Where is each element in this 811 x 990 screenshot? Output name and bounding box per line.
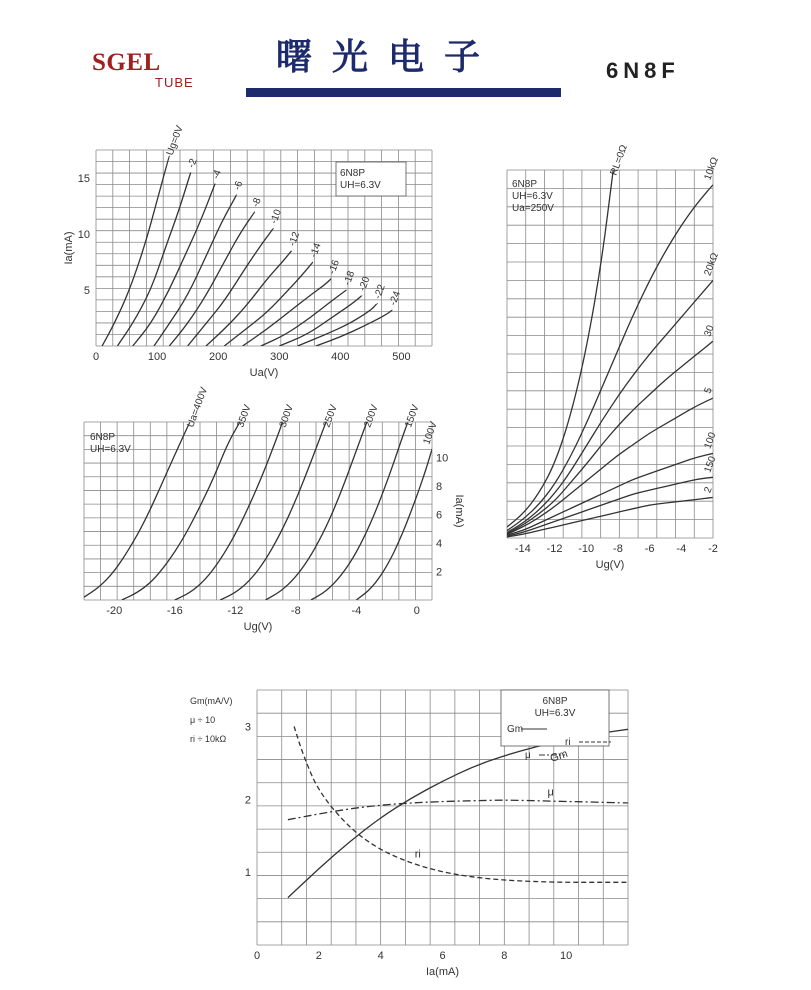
plate-xtick-label: 400 [331,351,350,363]
params-legend-label: ri [565,737,571,748]
plate-ytick-label: 5 [83,285,90,297]
grid-plate-series-line [122,422,240,600]
plate-ytick-label: 10 [77,229,90,241]
grid-plate-xtick-label: -20 [106,605,123,617]
plate-series-label: -8 [250,196,264,209]
params-ytick-label: 2 [244,794,251,807]
grid-plate-ytick-label: 4 [436,538,443,551]
plate-series-label: -20 [357,275,373,293]
params-side-label: Gm(mA/V) [190,696,233,706]
params-chart [257,690,628,945]
plate-xtick-label: 0 [92,351,100,363]
dynamic-series-line [507,497,713,536]
plate-series-label: -14 [308,241,324,260]
dynamic-xtick-label: -12 [546,543,563,555]
plate-xtick-label: 100 [147,351,167,363]
grid-plate-series-label: 300V [277,403,297,430]
grid-plate-title-line: UH=6.3V [90,444,131,455]
plate-ytick-label: 15 [77,173,90,185]
brand-sublabel: TUBE [155,75,194,90]
grid-plate-xtick-label: -4 [351,605,362,617]
plate-series-label: -18 [341,269,358,288]
dynamic-xtick-label: -8 [613,543,623,555]
params-series-label: Gm [548,747,570,765]
dynamic-series-line [507,170,613,527]
params-xlabel: Ia(mA) [426,966,459,978]
dynamic-xlabel: Ug(V) [595,559,625,571]
dynamic-series-label: 100 [702,430,719,451]
grid-plate-series-label: 150V [403,403,422,430]
grid-plate-series-line [311,422,408,600]
grid-plate-ylabel: Ia(mA) [453,494,465,528]
page-title: 曙光电子 [276,37,501,78]
grid-plate-series-label: 250V [321,403,340,430]
plate-xtick-label: 200 [209,351,228,363]
grid-plate-series-label: 200V [362,403,381,430]
dynamic-series-label: 30 [702,323,717,339]
grid-plate-chart [84,422,432,600]
params-series-line [294,726,628,882]
params-series-label: ri [414,848,421,861]
grid-plate-ytick-label: 8 [436,481,443,494]
params-series-line [288,729,628,897]
grid-plate-title-line: 6N8P [90,432,116,443]
plate-series-label: -4 [210,168,224,181]
grid-plate-series-label: 100V [421,420,440,447]
params-side-label: ri ÷ 10kΩ [190,734,227,744]
dynamic-title-line: Ua=250V [512,203,554,214]
params-xtick-label: 8 [501,950,508,962]
params-ytick-label: 3 [244,721,251,734]
params-xtick-label: 10 [560,950,573,962]
grid-plate-xtick-label: -8 [290,605,301,617]
dynamic-xtick-label: -6 [644,543,655,555]
grid-plate-xtick-label: -12 [227,605,244,617]
params-side-label: μ ÷ 10 [190,715,216,725]
dynamic-chart [507,170,713,538]
dynamic-series-label: 20kΩ [702,251,721,278]
params-series-line [288,800,628,820]
plate-series-line [279,296,361,346]
dynamic-xtick-label: -2 [708,543,718,555]
dynamic-series-line [507,185,713,531]
grid-plate-series-line [356,449,432,600]
tube-model: 6N8F [606,58,680,83]
plate-ylabel: Ia(mA) [63,231,75,265]
grid-plate-ytick-label: 6 [436,509,443,522]
dynamic-title-line: UH=6.3V [512,191,553,202]
plate-series-label: -24 [387,289,404,308]
dynamic-xtick-label: -14 [514,543,531,555]
plate-series-label: -16 [326,258,342,276]
plate-series-label: -22 [372,283,388,301]
plate-xtick-label: 300 [270,351,289,363]
dynamic-series-label: 2 [702,485,715,495]
params-xtick-label: 6 [439,950,446,962]
plate-series-label: Ug=0V [164,124,186,158]
plate-chart [96,150,432,346]
grid-plate-xtick-label: -16 [166,605,183,617]
plate-title-line: UH=6.3V [340,180,381,191]
dynamic-series-line [507,477,713,536]
params-title-line: UH=6.3V [534,708,576,719]
grid-plate-xlabel: Ug(V) [243,621,273,633]
plate-series-label: -12 [286,230,303,248]
params-title-line: 6N8P [542,696,568,707]
dynamic-xtick-label: -4 [676,543,687,555]
dynamic-series-label: 150 [702,454,719,475]
plate-series-line [316,310,392,346]
dynamic-xtick-label: -10 [578,543,595,555]
grid-plate-series-label: Ua=400V [185,385,211,430]
plate-series-label: -6 [231,179,246,192]
dynamic-series-label: RL=0Ω [608,143,630,178]
params-ytick-label: 1 [244,867,251,880]
plate-series-label: -10 [268,208,284,226]
params-xtick-label: 4 [377,950,384,962]
dynamic-series-label: 5 [702,386,715,396]
grid-plate-xtick-label: 0 [413,605,420,617]
grid-plate-series-label: 350V [235,403,254,430]
dynamic-title-line: 6N8P [512,179,538,190]
plate-series-line [169,212,255,346]
params-xtick-label: 2 [315,950,322,962]
grid-plate-ytick-label: 10 [436,452,449,465]
grid-plate-ytick-label: 2 [436,566,443,579]
dynamic-series-label: 10kΩ [702,155,721,182]
plate-series-label: -2 [186,157,200,170]
params-legend-label: Gm [507,724,524,735]
plate-xtick-label: 500 [392,351,411,363]
brand-logo: SGEL [92,49,161,76]
params-xtick-label: 0 [253,950,261,962]
params-legend-label: μ [525,750,531,761]
plate-title-line: 6N8P [340,168,366,179]
plate-xlabel: Ua(V) [249,367,279,379]
params-series-label: μ [547,786,554,799]
plate-series-line [261,290,347,346]
